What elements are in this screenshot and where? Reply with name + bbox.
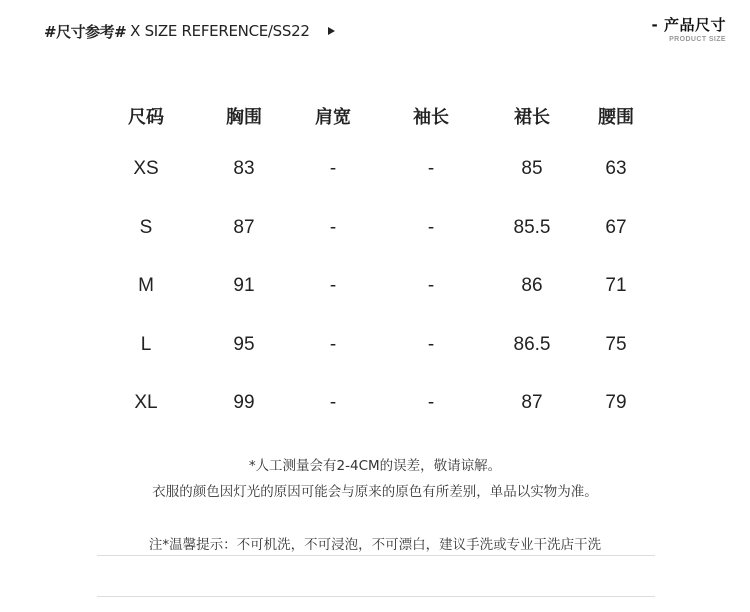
table-cell: 86.5 <box>513 333 551 355</box>
table-cell: - <box>329 158 337 180</box>
table-cell: 85 <box>521 158 543 180</box>
table-cell: 63 <box>605 158 627 180</box>
divider <box>97 596 655 597</box>
table-cell: - <box>329 333 337 355</box>
table-cell: - <box>427 333 435 355</box>
product-size-title <box>652 14 726 43</box>
table-cell: 87 <box>521 392 543 414</box>
table-cell: L <box>140 333 152 355</box>
table-cell: 99 <box>233 392 255 414</box>
table-row <box>97 316 657 375</box>
table-cell: XS <box>133 158 159 180</box>
table-cell: 91 <box>233 275 255 297</box>
table-cell: 86 <box>521 275 543 297</box>
column-header-skirt-length: 裙长 <box>514 107 550 128</box>
play-icon <box>328 27 335 35</box>
size-reference-label: X SIZE REFERENCE/SS22 <box>130 22 310 40</box>
size-reference-header <box>44 20 335 42</box>
table-cell: M <box>138 275 154 297</box>
divider <box>97 555 655 556</box>
size-reference-tag: #尺寸参考# <box>44 22 127 41</box>
product-size-title-en: PRODUCT SIZE <box>669 36 726 43</box>
size-table <box>97 92 657 433</box>
table-cell: 83 <box>233 158 255 180</box>
table-header-row <box>97 92 657 140</box>
color-difference-note: 衣服的颜色因灯光的原因可能会与原来的原色有所差别，单品以实物为准。 <box>152 484 598 500</box>
table-cell: - <box>427 216 435 238</box>
care-instructions-note: 注*温馨提示：不可机洗，不可浸泡，不可漂白，建议手洗或专业干洗店干洗 <box>148 537 602 553</box>
table-cell: 79 <box>605 392 627 414</box>
table-cell: 71 <box>605 275 627 297</box>
table-cell: - <box>329 392 337 414</box>
table-cell: 95 <box>233 333 255 355</box>
table-cell: - <box>329 275 337 297</box>
measurement-error-note: *人工测量会有2-4CM的误差，敬请谅解。 <box>248 458 502 474</box>
column-header-bust: 胸围 <box>226 107 262 128</box>
table-cell: 67 <box>605 216 627 238</box>
table-cell: - <box>427 392 435 414</box>
table-cell: 85.5 <box>513 216 551 238</box>
table-cell: - <box>427 158 435 180</box>
table-cell: - <box>329 216 337 238</box>
table-cell: - <box>427 275 435 297</box>
table-cell: XL <box>134 392 158 414</box>
column-header-shoulder: 肩宽 <box>315 107 351 128</box>
table-row <box>97 257 657 316</box>
table-row <box>97 140 657 199</box>
column-header-size: 尺码 <box>128 107 164 128</box>
column-header-sleeve: 袖长 <box>413 107 449 128</box>
product-size-title-cn: - 产品尺寸 <box>651 16 726 34</box>
column-header-waist: 腰围 <box>598 107 634 128</box>
table-cell: S <box>139 216 153 238</box>
table-row <box>97 199 657 258</box>
table-row <box>97 374 657 433</box>
table-cell: 87 <box>233 216 255 238</box>
table-cell: 75 <box>605 333 627 355</box>
